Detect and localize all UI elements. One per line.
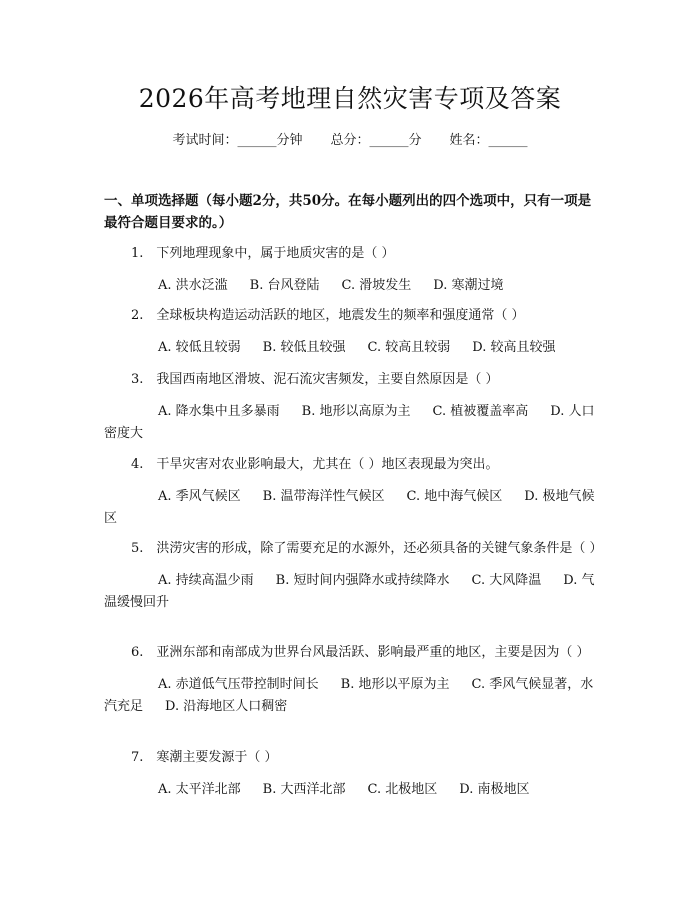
question-4 [104, 454, 604, 530]
exam-info-line [0, 132, 700, 150]
option-b: B. 地形以平原为主 [340, 677, 450, 692]
option-c: C. 植被覆盖率高 [432, 404, 529, 419]
question-options [104, 401, 604, 445]
question-stem: 7. 寒潮主要发源于（ ） [131, 750, 278, 765]
option-a: A. 洪水泛滥 [158, 278, 228, 293]
question-5 [104, 538, 604, 614]
question-1 [104, 243, 604, 297]
option-d: D. 较高且较强 [472, 340, 556, 355]
option-a: A. 太平洋北部 [158, 782, 241, 797]
option-a: A. 较低且较弱 [158, 340, 241, 355]
option-b: B. 较低且较强 [262, 340, 346, 355]
question-options [104, 337, 604, 359]
option-d: D. 人口密度大 [104, 404, 595, 441]
option-c: C. 北极地区 [367, 782, 438, 797]
question-stem: 5. 洪涝灾害的形成，除了需要充足的水源外，还必须具备的关键气象条件是（ ） [131, 541, 603, 556]
option-b: B. 地形以高原为主 [301, 404, 411, 419]
question-stem: 4. 干旱灾害对农业影响最大，尤其在（ ）地区表现最为突出。 [131, 457, 499, 472]
question-stem: 1. 下列地理现象中，属于地质灾害的是（ ） [131, 246, 395, 261]
total-score-field: 总分：______分 [330, 133, 422, 148]
question-3 [104, 369, 604, 445]
option-b: B. 大西洋北部 [262, 782, 346, 797]
option-d: D. 寒潮过境 [433, 278, 504, 293]
question-stem: 6. 亚洲东部和南部成为世界台风最活跃、影响最严重的地区，主要是因为（ ） [131, 645, 590, 660]
option-c: C. 大风降温 [471, 573, 542, 588]
question-stem: 2. 全球板块构造运动活跃的地区，地震发生的频率和强度通常（ ） [131, 308, 525, 323]
question-7 [104, 747, 604, 801]
question-stem: 3. 我国西南地区滑坡、泥石流灾害频发，主要自然原因是（ ） [131, 372, 499, 387]
document-title: 2026年高考地理自然灾害专项及答案 [138, 84, 562, 113]
question-options [104, 570, 604, 614]
option-c: C. 滑坡发生 [341, 278, 412, 293]
option-c: C. 较高且较弱 [367, 340, 451, 355]
question-options [104, 674, 604, 718]
exam-time-field: 考试时间：______分钟 [172, 133, 303, 148]
question-2 [104, 305, 604, 359]
question-options [104, 779, 604, 801]
option-a: A. 降水集中且多暴雨 [158, 404, 280, 419]
section-heading: 一、单项选择题（每小题2分，共50分。在每小题列出的四个选项中，只有一项是最符合题目要求的。） [104, 193, 592, 231]
option-d: D. 沿海地区人口稠密 [165, 699, 288, 714]
option-a: A. 季风气候区 [158, 489, 241, 504]
question-options [104, 275, 604, 297]
option-c: C. 季风气候显著，水汽充足 [104, 677, 594, 714]
option-a: A. 赤道低气压带控制时间长 [158, 677, 319, 692]
option-b: B. 短时间内强降水或持续降水 [275, 573, 450, 588]
option-d: D. 南极地区 [459, 782, 530, 797]
option-b: B. 台风登陆 [249, 278, 320, 293]
option-d: D. 气温缓慢回升 [104, 573, 595, 610]
option-a: A. 持续高温少雨 [158, 573, 254, 588]
question-options [104, 486, 604, 530]
student-name-field: 姓名：______ [449, 133, 528, 148]
option-c: C. 地中海气候区 [406, 489, 503, 504]
option-b: B. 温带海洋性气候区 [262, 489, 385, 504]
option-d: D. 极地气候区 [104, 489, 595, 526]
question-6 [104, 642, 604, 718]
